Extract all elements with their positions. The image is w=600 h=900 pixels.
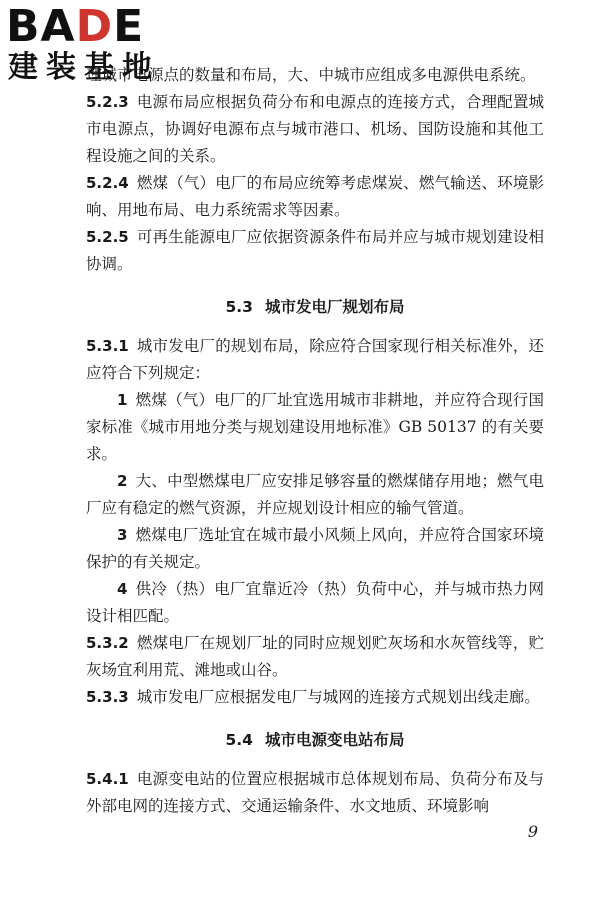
item-text: 燃煤电厂选址宜在城市最小风频上风向，并应符合国家环境保护的有关规定。 — [86, 526, 544, 571]
list-item-2 — [86, 468, 544, 522]
clause-number: 5.2.5 — [86, 228, 129, 246]
clause-number: 5.4.1 — [86, 770, 129, 788]
clause-text: 可再生能源电厂应依据资源条件布局并应与城市规划建设相协调。 — [86, 228, 544, 273]
section-heading-5-4 — [86, 727, 544, 754]
logo-word-accent: D — [75, 1, 114, 52]
clause-5-3-2 — [86, 630, 544, 684]
clause-5-2-5 — [86, 224, 544, 278]
logo-word-end: E — [113, 1, 145, 52]
item-number: 4 — [117, 580, 128, 598]
clause-text: 电源布局应根据负荷分布和电源点的连接方式，合理配置城市电源点，协调好电源布点与城市港口、机场、国防设施和其他工程设施之间的关系。 — [86, 93, 544, 165]
item-number: 2 — [117, 472, 128, 490]
clause-5-2-4 — [86, 170, 544, 224]
paragraph-continued — [86, 62, 544, 89]
clause-number: 5.2.3 — [86, 93, 129, 111]
section-number: 5.4 — [225, 731, 253, 749]
logo-wordmark — [6, 2, 144, 52]
section-title: 城市发电厂规划布局 — [264, 298, 405, 316]
clause-number: 5.3.1 — [86, 337, 129, 355]
list-item-4 — [86, 576, 544, 630]
logo-word-start: BA — [6, 1, 76, 52]
section-title: 城市电源变电站布局 — [264, 731, 405, 749]
clause-number: 5.3.3 — [86, 688, 129, 706]
list-item-1 — [86, 387, 544, 468]
item-number: 3 — [117, 526, 128, 544]
logo-subtitle: 建装基地 — [8, 50, 160, 85]
clause-text: 城市发电厂应根据发电厂与城网的连接方式规划出线走廊。 — [136, 688, 540, 706]
page-number: 9 — [527, 822, 538, 841]
clause-text: 城市发电厂的规划布局，除应符合国家现行相关标准外，还应符合下列规定： — [86, 337, 544, 382]
paragraph-text: 理城市电源点的数量和布局，大、中城市应组成多电源供电系统。 — [86, 66, 536, 84]
item-text: 燃煤（气）电厂的厂址宜选用城市非耕地，并应符合现行国家标准《城市用地分类与规划建设用地标准》GB 50137 的有关要求。 — [86, 391, 544, 463]
item-text: 供冷（热）电厂宜靠近冷（热）负荷中心，并与城市热力网设计相匹配。 — [86, 580, 544, 625]
list-item-3 — [86, 522, 544, 576]
item-number: 1 — [117, 391, 128, 409]
clause-5-3-3 — [86, 684, 544, 711]
section-number: 5.3 — [225, 298, 253, 316]
clause-text: 燃煤电厂在规划厂址的同时应规划贮灰场和水灰管线等，贮灰场宜利用荒、滩地或山谷。 — [86, 634, 544, 679]
clause-5-2-3 — [86, 89, 544, 170]
clause-5-3-1 — [86, 333, 544, 387]
item-text: 大、中型燃煤电厂应安排足够容量的燃煤储存用地；燃气电厂应有稳定的燃气资源，并应规划设计相应的输气管道。 — [86, 472, 544, 517]
clause-text: 燃煤（气）电厂的布局应统筹考虑煤炭、燃气输送、环境影响、用地布局、电力系统需求等因素。 — [86, 174, 544, 219]
document-body — [86, 62, 544, 820]
clause-5-4-1 — [86, 766, 544, 820]
clause-number: 5.2.4 — [86, 174, 129, 192]
clause-text: 电源变电站的位置应根据城市总体规划布局、负荷分布及与外部电网的连接方式、交通运输条件、水文地质、环境影响 — [86, 770, 544, 815]
section-heading-5-3 — [86, 294, 544, 321]
clause-number: 5.3.2 — [86, 634, 129, 652]
